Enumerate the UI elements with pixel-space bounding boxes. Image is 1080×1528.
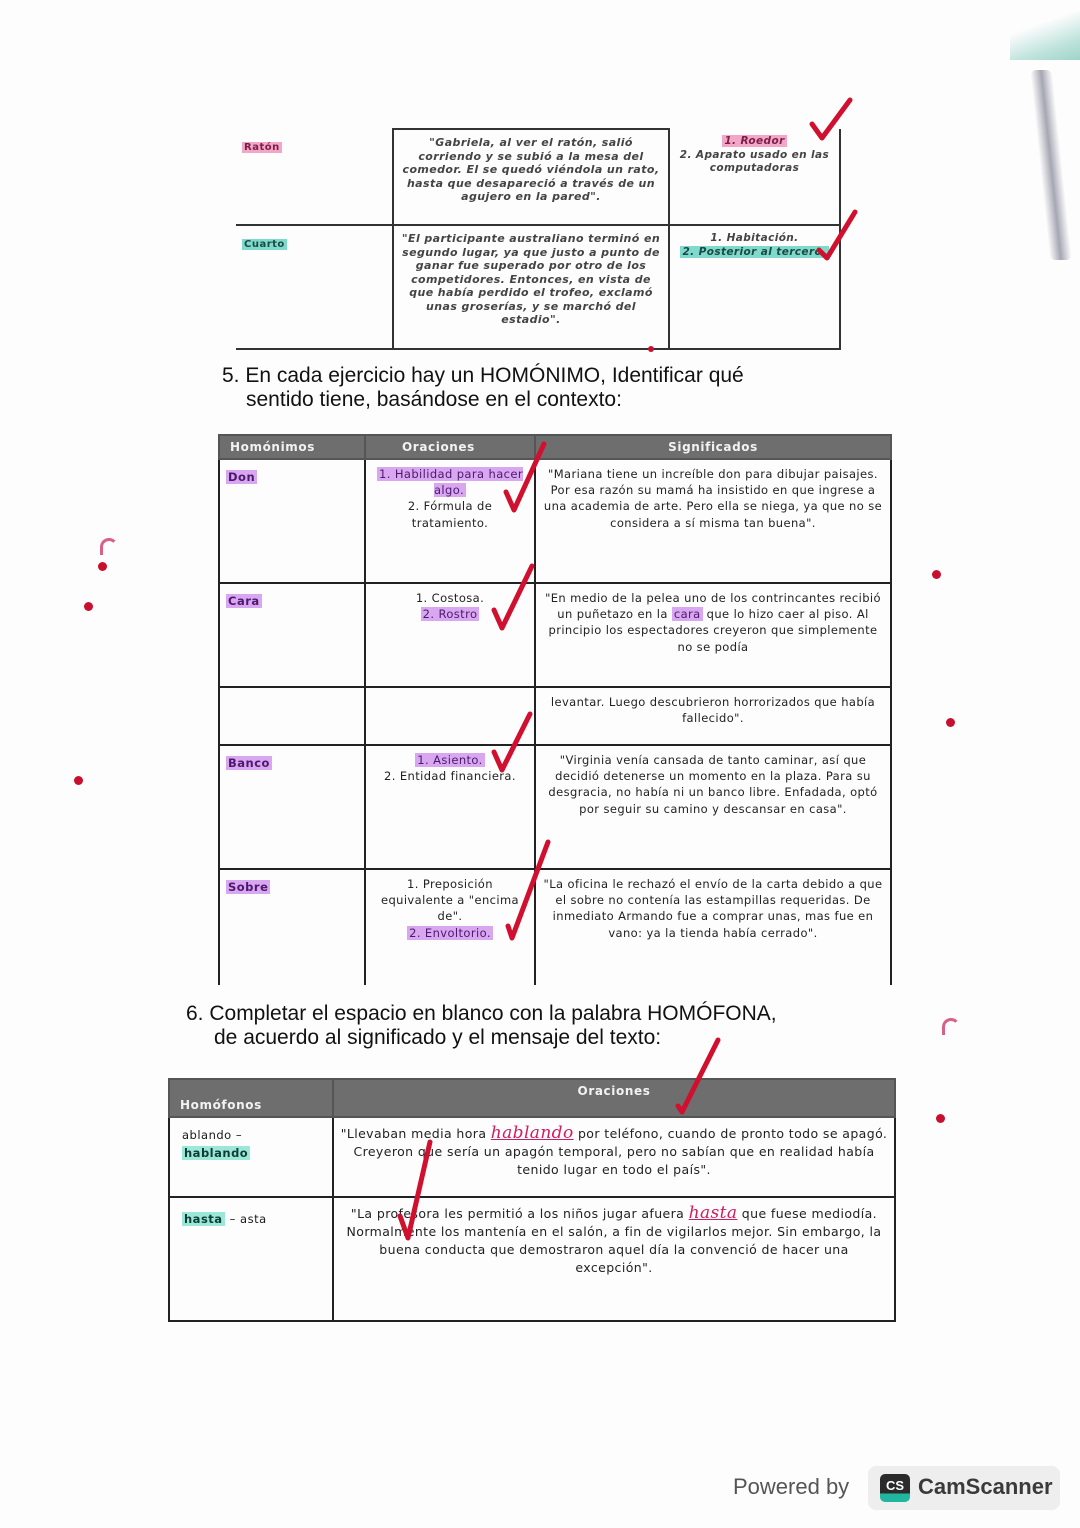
homophone-option-selected[interactable]: hablando <box>184 1146 249 1160</box>
scan-edge-artifact <box>1010 0 1080 60</box>
sentence-part: que fuese mediodía. Normalmente los mantenía en el salón, a fin de vigilarlos mejor. Sin embargo, la buena conducta que demostraron aquel día la convenció de hacer una excepción". <box>346 1206 882 1275</box>
check-mark-icon <box>500 440 550 516</box>
option[interactable]: 1. Preposición equivalente a "encima de". <box>380 877 520 924</box>
homophones-table <box>168 1078 896 1322</box>
context-text-part: "En medio de la pelea uno de los contrincantes recibió un puñetazo en la <box>545 591 881 622</box>
highlighted-word: cara <box>673 607 701 622</box>
section5-heading-line1: 5. En cada ejercicio hay un HOMÓNIMO, Identificar qué <box>222 364 744 387</box>
check-mark-icon <box>488 562 538 634</box>
margin-dot-icon <box>648 346 654 352</box>
check-mark-icon <box>672 1036 724 1116</box>
context-text <box>542 590 884 655</box>
sentence-part: por teléfono, cuando de pronto todo se apagó. Creyeron que sería un apagón temporal, pero no sabían que en realidad había tenido lugar en todo el país". <box>353 1126 888 1177</box>
homonym-word: Cuarto <box>244 239 285 250</box>
table-row <box>169 1117 895 1197</box>
sentence-part: "Llevaban media hora <box>340 1126 487 1141</box>
homonym-word: Sobre <box>228 880 269 894</box>
section6-heading-line1: 6. Completar el espacio en blanco con la palabra HOMÓFONA, <box>186 1002 777 1025</box>
option-selected[interactable]: 2. Rostro <box>422 607 478 622</box>
column-header-significados: Significados <box>535 435 891 459</box>
section5-heading-line2: sentido tiene, basándose en el contexto: <box>246 388 622 411</box>
check-mark-icon <box>808 96 854 144</box>
section6-heading-line2: de acuerdo al significado y el mensaje del texto: <box>214 1026 662 1049</box>
meaning-option[interactable]: 1. Habitación. <box>710 232 799 244</box>
table-header-row <box>169 1079 895 1117</box>
table-row <box>236 129 840 225</box>
table-row-continued <box>219 687 891 745</box>
margin-dot-icon <box>98 562 107 571</box>
camscanner-logo-icon: CS <box>880 1474 910 1502</box>
context-text: "Virginia venía cansada de tanto caminar, así que decidió detenerse un momento en la plaza. Para su desgracia, no había ni un banco libre. Enfadada, optó por seguir su camino y descansar en casa". <box>548 753 878 816</box>
homophone-option-selected[interactable]: hasta <box>184 1212 223 1226</box>
margin-dot-icon <box>936 1114 945 1123</box>
option-selected[interactable]: 2. Envoltorio. <box>409 925 491 940</box>
check-mark-icon <box>488 710 538 774</box>
table-header-row <box>219 435 891 459</box>
homonyms-table <box>218 434 892 985</box>
margin-dot-icon <box>74 776 83 785</box>
column-header-oraciones: Oraciones <box>365 435 535 459</box>
check-mark-icon <box>500 838 554 944</box>
section5-heading <box>222 364 744 412</box>
meaning-option-selected[interactable]: 2. Posterior al tercero. <box>682 245 827 258</box>
scan-shadow-artifact <box>1030 70 1072 260</box>
homonym-word: Don <box>228 470 256 484</box>
check-mark-icon <box>396 1138 436 1244</box>
table-previous-exercise <box>236 128 841 350</box>
homonym-word: Banco <box>228 756 270 770</box>
powered-by-label: Powered by <box>733 1474 850 1499</box>
filled-blank-answer[interactable]: hablando <box>490 1123 574 1143</box>
column-header-oraciones: Oraciones <box>333 1079 895 1117</box>
table-row <box>236 225 840 349</box>
margin-mark-icon <box>100 538 118 555</box>
context-text: "Mariana tiene un increíble don para dibujar paisajes. Por esa razón su mamá ha insistido en que ingrese a una academia de arte. Pero ella se niega, ya que no se considera a sí misma tan buena". <box>543 467 883 530</box>
option[interactable]: 2. Fórmula de tratamiento. <box>407 499 493 530</box>
option-selected[interactable]: 1. Asiento. <box>417 753 483 767</box>
margin-dot-icon <box>932 570 941 579</box>
filled-blank-answer[interactable]: hasta <box>688 1203 738 1223</box>
homophone-option[interactable]: ablando – <box>182 1128 243 1142</box>
homophone-option[interactable]: – asta <box>229 1212 267 1226</box>
context-text-part: que lo hizo caer al piso. Al principio los espectadores creyeron que simplemente no se podía <box>548 607 878 654</box>
column-header-homonimos: Homónimos <box>219 435 365 459</box>
context-text: "La oficina le rechazó el envío de la carta debido a que el sobre no contenía las estampillas requeridas. De inmediato Armando fue a comprar unas, mas fue en vano: ya la tienda había cerrado". <box>543 877 883 940</box>
camscanner-brand-name: CamScanner <box>918 1474 1053 1499</box>
context-text-continued: levantar. Luego descubrieron horrorizados que había fallecido". <box>550 695 876 726</box>
table-row <box>219 583 891 687</box>
option[interactable]: 1. Costosa. <box>415 591 485 605</box>
homonym-word: Cara <box>228 594 260 608</box>
table-row <box>169 1197 895 1321</box>
table-row <box>219 745 891 869</box>
homonym-word: Ratón <box>244 142 280 153</box>
column-header-homofonos: Homófonos <box>169 1079 333 1117</box>
margin-dot-icon <box>84 602 93 611</box>
meaning-option-selected[interactable]: 1. Roedor <box>724 135 785 147</box>
sentence-part: "La profesora les permitió a los niños jugar afuera <box>350 1206 685 1221</box>
margin-mark-icon <box>942 1018 960 1035</box>
sentence-text: "El participante australiano terminó en segundo lugar, ya que justo a punto de ganar fue superado por otro de los competidores. Entonces, en vista de que había perdido el trofeo, exclamó unas groserías, y se marchó del estadio". <box>401 232 661 326</box>
sentence-text: "Gabriela, al ver el ratón, salió corriendo y se subió a la mesa del comedor. El se quedó viéndola un rato, hasta que desapareció a través de un agujero en la pared". <box>402 136 660 203</box>
margin-dot-icon <box>946 718 955 727</box>
option-selected[interactable]: 1. Habilidad para hacer algo. <box>379 467 523 498</box>
meaning-option[interactable]: 2. Aparato usado en las computadoras <box>679 148 830 174</box>
check-mark-icon <box>815 208 861 264</box>
table-row <box>219 459 891 583</box>
table-row <box>219 869 891 985</box>
option[interactable]: 2. Entidad financiera. <box>384 769 516 784</box>
